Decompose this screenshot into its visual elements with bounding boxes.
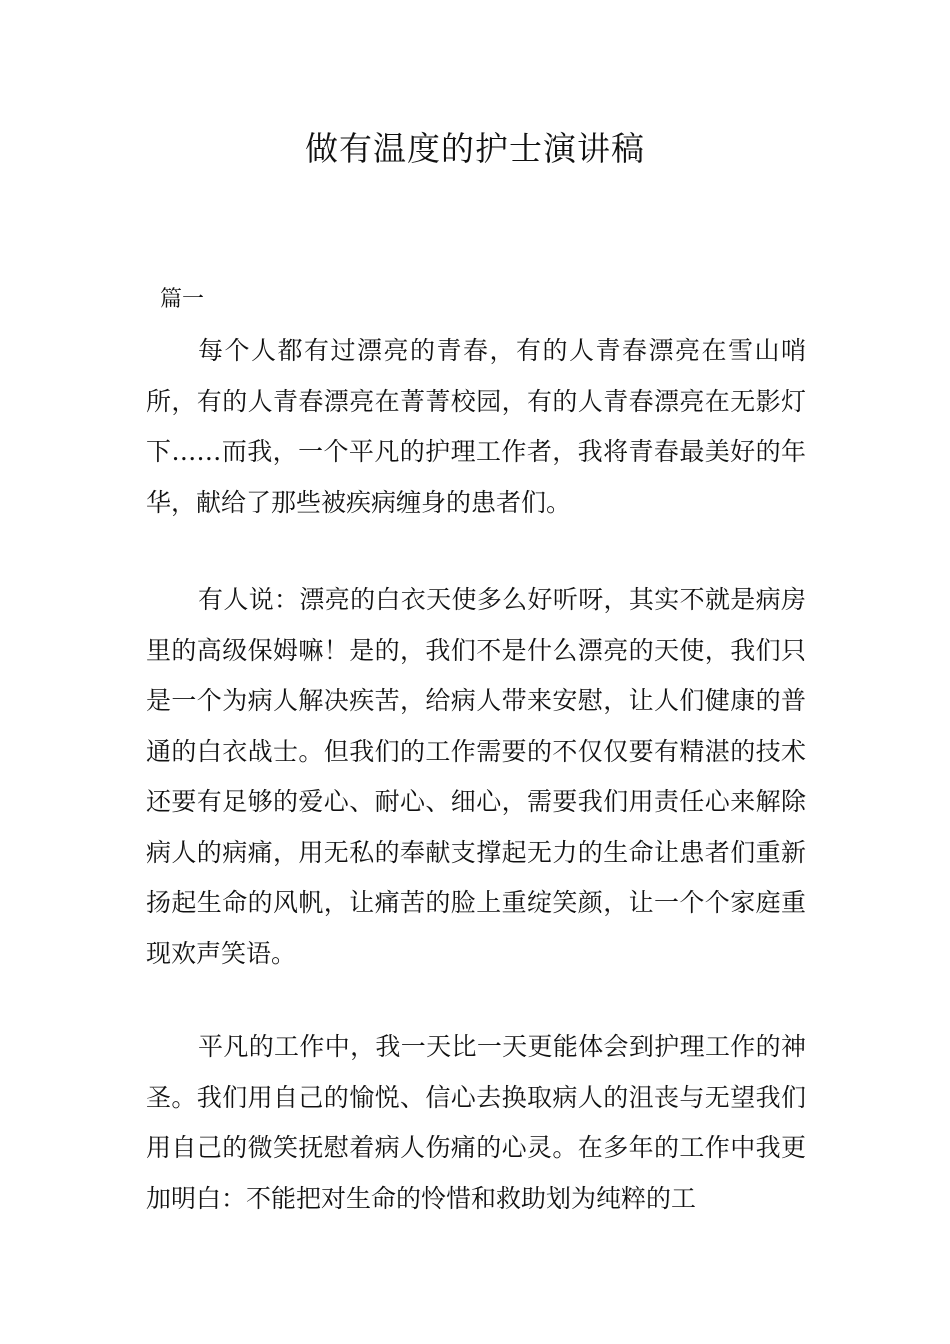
document-title: 做有温度的护士演讲稿 — [305, 129, 645, 168]
section-label: 篇一 — [160, 287, 205, 312]
paragraph-2: 有人说：漂亮的白衣天使多么好听呀，其实不就是病房里的高级保姆嘛！是的，我们不是什么漂亮的天使，我们只是一个为病人解决疾苦，给病人带来安慰，让人们健康的普通的白衣战士。但我们的工作需要的不仅仅要有精湛的技术还要有足够的爱心、耐心、细心，需要我们用责任心来解除病人的病痛，用无私的奉献支撑起无力的生命让患者们重新扬起生命的风帆，让痛苦的脸上重绽笑颜，让一个个家庭重现欢声笑语。 — [146, 585, 806, 968]
paragraph-3: 平凡的工作中，我一天比一天更能体会到护理工作的神圣。我们用自己的愉悦、信心去换取病人的沮丧与无望我们用自己的微笑抚慰着病人伤痛的心灵。在多年的工作中我更加明白：不能把对生命的怜惜和救助划为纯粹的工 — [146, 1032, 806, 1213]
paragraph-1: 每个人都有过漂亮的青春，有的人青春漂亮在雪山哨所，有的人青春漂亮在菁菁校园，有的人青春漂亮在无影灯下……而我，一个平凡的护理工作者，我将青春最美好的年华，献给了那些被疾病缠身的患者们。 — [146, 336, 806, 517]
